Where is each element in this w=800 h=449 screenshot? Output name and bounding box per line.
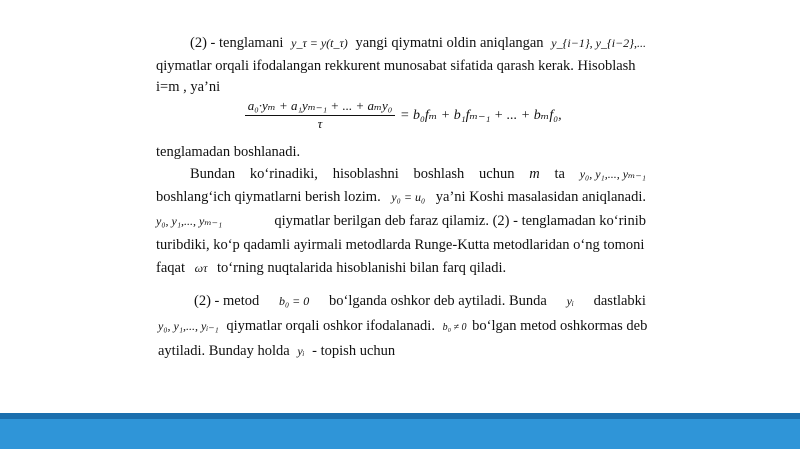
p3-line-2 [158, 317, 648, 337]
text-span: to‘rning nuqtalarida hisoblanishi bilan farq qiladi. [217, 260, 507, 276]
math-span: b₀ = 0 [278, 294, 310, 308]
math-span: y₀, y₁,..., yₘ₋₁ [579, 167, 646, 181]
fraction-numerator: a₀·yₘ + a₁yₘ₋₁ + ... + aₘy₀ [245, 98, 395, 116]
text-span: yangi qiymatni oldin aniqlangan [355, 35, 544, 51]
text-span: boshlang‘ich qiymatlarni berish lozim. [156, 189, 381, 205]
text-span: ko‘rinadiki, [249, 166, 318, 182]
math-span: b₀ ≠ 0 [442, 322, 467, 333]
difference-equation [245, 98, 645, 138]
text-span: (2) - metod [194, 293, 260, 309]
p1-line-1 [190, 34, 646, 52]
p2-line-3 [156, 212, 646, 230]
text-span: qiymatlar berilgan deb faraz qilamiz. (2) - tenglamadan ko‘rinib [274, 213, 646, 229]
text-span: - topish uchun [312, 343, 396, 359]
p1-line-4: tenglamadan boshlanadi. [156, 144, 301, 160]
text-span: uchun [479, 166, 515, 182]
math-span: yᵢ [297, 344, 305, 358]
math-span: yᵢ [566, 294, 574, 308]
text-span: ya’ni Koshi masalasidan aniqlanadi. [435, 189, 646, 205]
p3-line-1 [194, 292, 646, 310]
math-span: m [529, 166, 540, 182]
text-span: Bundan [190, 166, 236, 182]
text-span: ta [554, 166, 565, 182]
p2-line-4: turibdiki, ko‘p qadamli ayirmali metodlarda Runge-Kutta metodlaridan o‘ng tomoni [156, 237, 645, 253]
math-span: y₀, y₁,..., yₘ₋₁ [156, 214, 223, 228]
math-span: y_{i−1}, y_{i−2},... [551, 36, 646, 50]
text-span: bo‘lgan metod oshkormas deb [472, 318, 648, 334]
p3-line-3 [158, 342, 648, 360]
p1-line-2: qiymatlar orqali ifodalangan rekkurent munosabat sifatida qarash kerak. Hisoblash [156, 58, 636, 74]
p2-line-2 [156, 188, 646, 206]
fraction [245, 98, 395, 132]
text-span: bo‘lganda oshkor deb aytiladi. Bunda [329, 293, 547, 309]
text-span: hisoblashni [332, 166, 399, 182]
text-span: boshlash [413, 166, 465, 182]
text-span: dastlabki [593, 293, 646, 309]
fraction-denominator: τ [317, 116, 323, 131]
text-span: qiymatlar orqali oshkor ifodalanadi. [226, 318, 435, 334]
math-span: y_τ = y(t_τ) [291, 36, 348, 50]
text-span: aytiladi. Bunday holda [158, 343, 290, 359]
math-span: ωτ [194, 261, 208, 275]
math-span: y₀ = u₀ [391, 190, 426, 204]
p1-line-3: i=m , ya’ni [156, 79, 221, 95]
math-span: y₀, y₁,..., yᵢ₋₁ [158, 319, 219, 333]
p2-line-5 [156, 259, 646, 277]
equation-rhs: = b₀fₘ + b₁fₘ₋₁ + ... + bₘf₀, [400, 108, 562, 123]
footer-bar [0, 419, 800, 449]
text-span: (2) - tenglamani [190, 35, 284, 51]
p2-line-1 [190, 165, 646, 183]
text-span: faqat [156, 260, 185, 276]
